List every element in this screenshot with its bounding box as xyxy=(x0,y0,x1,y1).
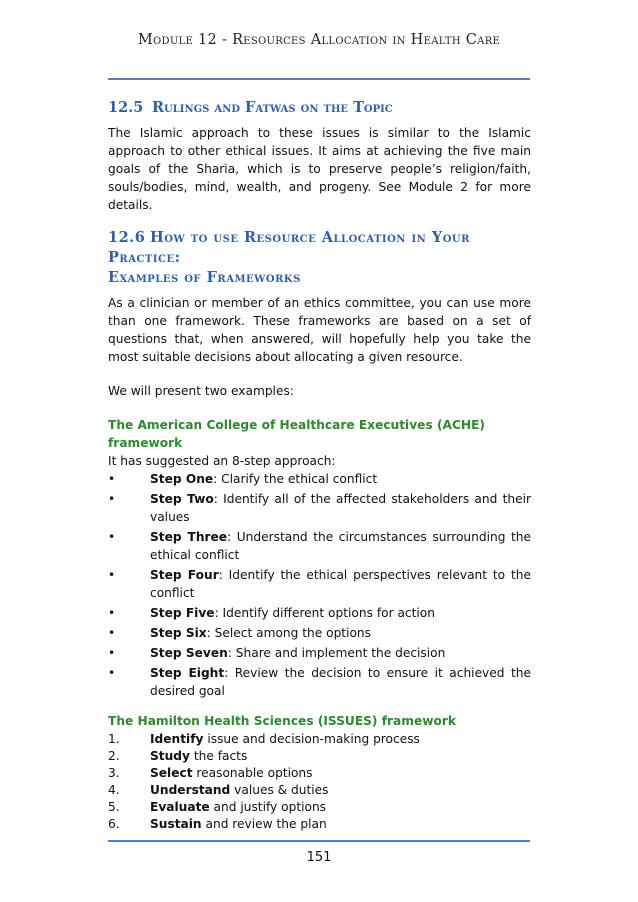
bullet-icon: • xyxy=(108,646,116,660)
item-number: 2. xyxy=(108,749,120,763)
item-label: Sustain xyxy=(150,817,202,831)
issues-list xyxy=(108,730,531,833)
step-text: : Identify different options for action xyxy=(214,606,435,620)
step-label: Step Four xyxy=(150,568,219,582)
ache-step xyxy=(108,644,531,662)
page-header: Module 12 - Resources Allocation in Health Care xyxy=(137,32,501,48)
page-number: 151 xyxy=(306,850,332,865)
step-label: Step Two xyxy=(150,492,214,506)
section-title-line2: Examples of Frameworks xyxy=(108,269,301,286)
page-content xyxy=(108,98,531,832)
bullet-icon: • xyxy=(108,626,116,640)
issues-item xyxy=(108,730,531,748)
step-label: Step Seven xyxy=(150,646,228,660)
step-text: : Clarify the ethical conflict xyxy=(213,472,378,486)
section-12-5-body: The Islamic approach to these issues is similar to the Islamic approach to other ethical issues. It aims at achieving the five main goals of the Sharia, which is to preserve people’s religion/faith, souls/bodies, mind, wealth, and progeny. See Module 2 for more details. xyxy=(108,126,531,212)
section-12-6-body: As a clinician or member of an ethics committee, you can use more than one framework. These frameworks are based on a set of questions that, when answered, will hopefully help you take the most suitable decisions about allocating a given resource. xyxy=(108,296,531,364)
ache-step xyxy=(108,624,531,642)
ache-steps-list xyxy=(108,470,531,700)
item-text: the facts xyxy=(189,749,248,763)
item-number: 4. xyxy=(108,783,120,797)
issues-item xyxy=(108,798,531,816)
bullet-icon: • xyxy=(108,530,116,544)
step-label: Step One xyxy=(150,472,214,486)
section-12-5-title xyxy=(108,98,531,118)
ache-intro: It has suggested an 8-step approach: xyxy=(108,454,336,468)
item-label: Study xyxy=(150,749,190,763)
ache-step xyxy=(108,664,531,700)
bullet-icon: • xyxy=(108,472,116,486)
footer-rule xyxy=(108,840,530,842)
bullet-icon: • xyxy=(108,568,116,582)
item-text: and review the plan xyxy=(201,817,327,831)
bullet-icon: • xyxy=(108,666,116,680)
issues-item xyxy=(108,781,531,799)
ache-step xyxy=(108,604,531,622)
ache-step xyxy=(108,566,531,602)
item-label: Understand xyxy=(150,783,231,797)
item-text: and justify options xyxy=(209,800,327,814)
step-label: Step Six xyxy=(150,626,207,640)
item-number: 1. xyxy=(108,732,120,746)
issues-heading: The Hamilton Health Sciences (ISSUES) framework xyxy=(108,714,456,728)
item-number: 6. xyxy=(108,817,120,831)
section-title-line1: How to use Resource Allocation in Your Practice: xyxy=(108,229,470,266)
section-number: 12.5 xyxy=(108,99,144,116)
ache-step xyxy=(108,470,531,488)
item-number: 3. xyxy=(108,766,120,780)
issues-item xyxy=(108,815,531,833)
section-12-6-title xyxy=(108,228,531,288)
step-text: : Identify the ethical perspectives relevant to the conflict xyxy=(150,568,531,600)
item-label: Evaluate xyxy=(150,800,210,814)
header-rule xyxy=(108,78,530,80)
section-12-6-intro: We will present two examples: xyxy=(108,384,294,398)
issues-item xyxy=(108,764,531,782)
step-text: : Share and implement the decision xyxy=(227,646,446,660)
ache-step xyxy=(108,528,531,564)
step-text: : Select among the options xyxy=(206,626,372,640)
item-number: 5. xyxy=(108,800,120,814)
step-text: : Review the decision to ensure it achieved the desired goal xyxy=(150,666,531,698)
section-number: 12.6 xyxy=(108,229,146,246)
ache-heading: The American College of Healthcare Executives (ACHE) framework xyxy=(108,418,485,450)
step-text: : Understand the circumstances surrounding the ethical conflict xyxy=(150,530,531,562)
step-label: Step Three xyxy=(150,530,228,544)
item-label: Select xyxy=(150,766,193,780)
bullet-icon: • xyxy=(108,606,116,620)
item-text: issue and decision-making process xyxy=(203,732,420,746)
step-label: Step Five xyxy=(150,606,215,620)
item-label: Identify xyxy=(150,732,204,746)
step-label: Step Eight xyxy=(150,666,225,680)
item-text: reasonable options xyxy=(192,766,313,780)
item-text: values & duties xyxy=(230,783,329,797)
bullet-icon: • xyxy=(108,492,116,506)
issues-item xyxy=(108,747,531,765)
step-text: : Identify all of the affected stakeholders and their values xyxy=(150,492,531,524)
ache-step xyxy=(108,490,531,526)
section-title-text: Rulings and Fatwas on the Topic xyxy=(152,99,393,116)
